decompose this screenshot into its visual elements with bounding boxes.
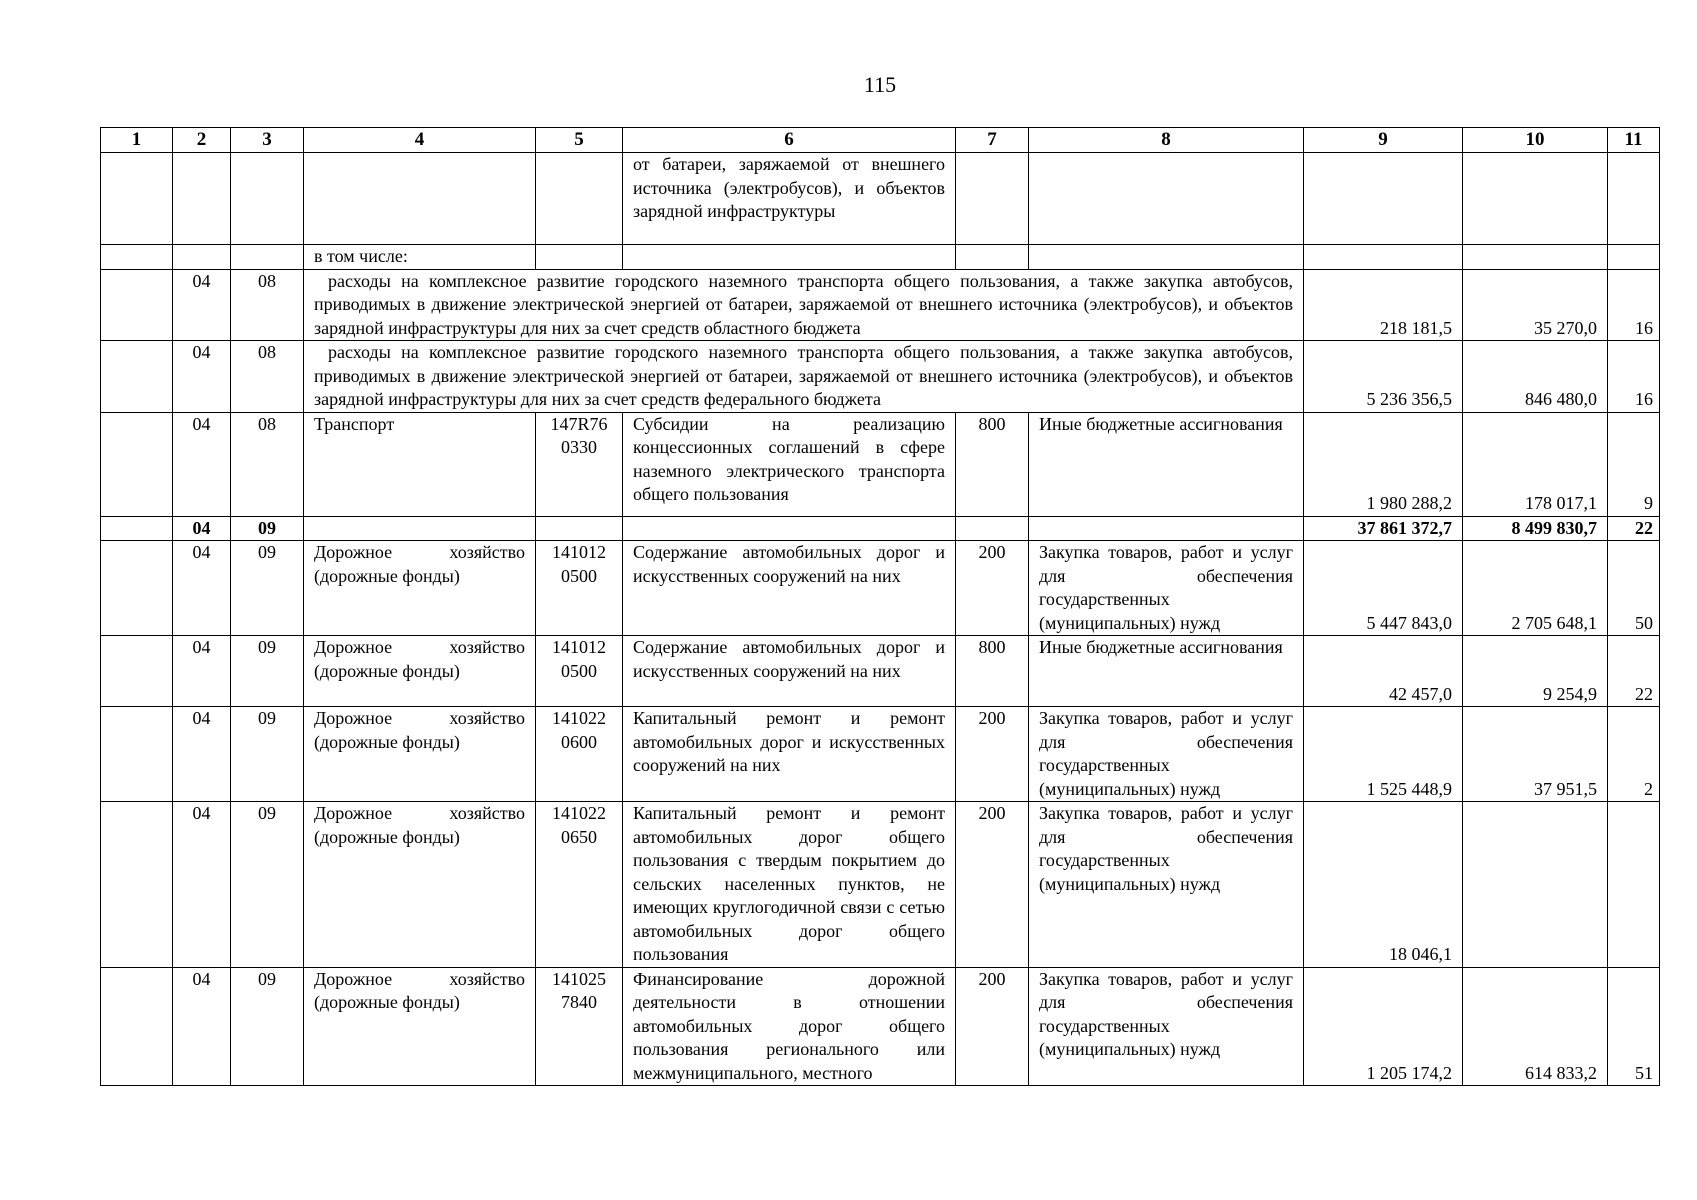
- merged-description: [304, 341, 1304, 413]
- cell-col9: 5 447 843,0: [1304, 541, 1463, 636]
- cell-col5: 141012 0500: [536, 541, 623, 636]
- cell-col2: 04: [173, 707, 231, 802]
- cell-col10: [1463, 245, 1608, 270]
- cell-col1: [101, 802, 173, 968]
- cell-col1: [101, 153, 173, 245]
- cell-col8: Закупка товаров, работ и услуг для обеспечения государственных (муниципальных) нужд: [1029, 967, 1304, 1086]
- cell-col5: 147R76 0330: [536, 412, 623, 516]
- column-header: 11: [1608, 128, 1660, 153]
- cell-col8: [1029, 153, 1304, 245]
- cell-col8: [1029, 245, 1304, 270]
- column-header: 7: [956, 128, 1029, 153]
- cell-col11: [1608, 245, 1660, 270]
- cell-col2: 04: [173, 541, 231, 636]
- table-row: [101, 541, 1660, 636]
- cell-col9: 1 525 448,9: [1304, 707, 1463, 802]
- cell-col8: Иные бюджетные ассигнования: [1029, 412, 1304, 516]
- cell-col6: от батареи, заряжаемой от внешнего источника (электробусов), и объектов зарядной инфраструктуры: [623, 153, 956, 245]
- cell-col6: Содержание автомобильных дорог и искусственных сооружений на них: [623, 541, 956, 636]
- cell-col9: [1304, 153, 1463, 245]
- cell-col2: 04: [173, 636, 231, 707]
- cell-col7: 200: [956, 707, 1029, 802]
- header-row: [101, 128, 1660, 153]
- cell-col5: [536, 516, 623, 541]
- cell-col11: [1608, 802, 1660, 968]
- cell-col10: 9 254,9: [1463, 636, 1608, 707]
- table-row: [101, 636, 1660, 707]
- cell-col11: 51: [1608, 967, 1660, 1086]
- table-row: [101, 707, 1660, 802]
- cell-col9: 218 181,5: [1304, 269, 1463, 341]
- cell-col10: 2 705 648,1: [1463, 541, 1608, 636]
- cell-col6: Финансирование дорожной деятельности в отношении автомобильных дорог общего пользования регионального или межмуниципального, местного: [623, 967, 956, 1086]
- cell-col5: [536, 153, 623, 245]
- column-header: 1: [101, 128, 173, 153]
- cell-col8: Иные бюджетные ассигнования: [1029, 636, 1304, 707]
- cell-col1: [101, 707, 173, 802]
- cell-col4: Дорожное хозяйство (дорожные фонды): [304, 541, 536, 636]
- cell-col6: Капитальный ремонт и ремонт автомобильных дорог и искусственных сооружений на них: [623, 707, 956, 802]
- cell-col10: 35 270,0: [1463, 269, 1608, 341]
- merged-description: [304, 269, 1304, 341]
- cell-col3: 08: [231, 269, 304, 341]
- table-row: [101, 802, 1660, 968]
- cell-col11: 22: [1608, 516, 1660, 541]
- cell-col5: 141022 0650: [536, 802, 623, 968]
- cell-col10: [1463, 153, 1608, 245]
- cell-col4: в том числе:: [304, 245, 536, 270]
- table-row: [101, 412, 1660, 516]
- column-header: 9: [1304, 128, 1463, 153]
- cell-col1: [101, 412, 173, 516]
- cell-col2: 04: [173, 802, 231, 968]
- cell-col3: 09: [231, 516, 304, 541]
- cell-col8: Закупка товаров, работ и услуг для обеспечения государственных (муниципальных) нужд: [1029, 707, 1304, 802]
- column-header: 4: [304, 128, 536, 153]
- cell-col4: Дорожное хозяйство (дорожные фонды): [304, 707, 536, 802]
- cell-col9: 1 205 174,2: [1304, 967, 1463, 1086]
- cell-col11: [1608, 153, 1660, 245]
- cell-col9: 42 457,0: [1304, 636, 1463, 707]
- total-row: [101, 516, 1660, 541]
- cell-col9: 5 236 356,5: [1304, 341, 1463, 413]
- cell-col4: Дорожное хозяйство (дорожные фонды): [304, 967, 536, 1086]
- cell-col11: 9: [1608, 412, 1660, 516]
- merged-description-text: расходы на комплексное развитие городского наземного транспорта общего пользования, а также закупка автобусов, приводимых в движение электрической энергией от батареи, заряжаемой от внешнего источника (электробусов), и объектов зарядной инфраструктуры для них за счет средств областного бюджета: [314, 270, 1293, 338]
- cell-col7: [956, 245, 1029, 270]
- cell-col4: [304, 516, 536, 541]
- cell-col7: 800: [956, 412, 1029, 516]
- cell-col10: 178 017,1: [1463, 412, 1608, 516]
- table-body: [101, 128, 1660, 1086]
- cell-col2: 04: [173, 516, 231, 541]
- page-number: 115: [863, 72, 897, 97]
- cell-col3: 09: [231, 636, 304, 707]
- column-header: 10: [1463, 128, 1608, 153]
- cell-col5: 141025 7840: [536, 967, 623, 1086]
- merged-description-text: расходы на комплексное развитие городского наземного транспорта общего пользования, а также закупка автобусов, приводимых в движение электрической энергией от батареи, заряжаемой от внешнего источника (электробусов), и объектов зарядной инфраструктуры для них за счет средств федерального бюджета: [314, 342, 1293, 409]
- cell-col6: [623, 516, 956, 541]
- cell-col9: 1 980 288,2: [1304, 412, 1463, 516]
- column-header: 8: [1029, 128, 1304, 153]
- cell-col11: 22: [1608, 636, 1660, 707]
- cell-col10: 614 833,2: [1463, 967, 1608, 1086]
- column-header: 2: [173, 128, 231, 153]
- cell-col3: 09: [231, 802, 304, 968]
- cell-col3: 09: [231, 967, 304, 1086]
- cell-col8: Закупка товаров, работ и услуг для обеспечения государственных (муниципальных) нужд: [1029, 541, 1304, 636]
- budget-table: [100, 127, 1660, 1086]
- cell-col6: Содержание автомобильных дорог и искусственных сооружений на них: [623, 636, 956, 707]
- cell-col7: 800: [956, 636, 1029, 707]
- cell-col9: [1304, 245, 1463, 270]
- cell-col3: 08: [231, 412, 304, 516]
- cell-col4: Дорожное хозяйство (дорожные фонды): [304, 802, 536, 968]
- cell-col10: [1463, 802, 1608, 968]
- cell-col10: 8 499 830,7: [1463, 516, 1608, 541]
- cell-col5: 141022 0600: [536, 707, 623, 802]
- column-header: 6: [623, 128, 956, 153]
- cell-col2: [173, 245, 231, 270]
- cell-col7: [956, 516, 1029, 541]
- table-row: [101, 245, 1660, 270]
- column-header: 5: [536, 128, 623, 153]
- cell-col3: 09: [231, 541, 304, 636]
- cell-col3: [231, 245, 304, 270]
- cell-col1: [101, 541, 173, 636]
- table-row: [101, 153, 1660, 245]
- cell-col6: Субсидии на реализацию концессионных соглашений в сфере наземного электрического транспорта общего пользования: [623, 412, 956, 516]
- cell-col1: [101, 341, 173, 413]
- cell-col7: [956, 153, 1029, 245]
- cell-col1: [101, 967, 173, 1086]
- cell-col7: 200: [956, 802, 1029, 968]
- cell-col1: [101, 636, 173, 707]
- cell-col2: 04: [173, 412, 231, 516]
- cell-col7: 200: [956, 541, 1029, 636]
- cell-col2: 04: [173, 269, 231, 341]
- cell-col11: 16: [1608, 341, 1660, 413]
- cell-col8: Закупка товаров, работ и услуг для обеспечения государственных (муниципальных) нужд: [1029, 802, 1304, 968]
- cell-col5: 141012 0500: [536, 636, 623, 707]
- cell-col2: [173, 153, 231, 245]
- table-row: [101, 341, 1660, 413]
- cell-col10: 846 480,0: [1463, 341, 1608, 413]
- cell-col5: [536, 245, 623, 270]
- cell-col7: 200: [956, 967, 1029, 1086]
- cell-col4: [304, 153, 536, 245]
- cell-col6: [623, 245, 956, 270]
- cell-col10: 37 951,5: [1463, 707, 1608, 802]
- cell-col11: 2: [1608, 707, 1660, 802]
- cell-col4: Дорожное хозяйство (дорожные фонды): [304, 636, 536, 707]
- cell-col1: [101, 245, 173, 270]
- cell-col2: 04: [173, 341, 231, 413]
- table-row: [101, 269, 1660, 341]
- cell-col6: Капитальный ремонт и ремонт автомобильных дорог общего пользования с твердым покрытием до сельских населенных пунктов, не имеющих круглогодичной связи с сетью автомобильных дорог общего пользования: [623, 802, 956, 968]
- cell-col1: [101, 516, 173, 541]
- cell-col2: 04: [173, 967, 231, 1086]
- cell-col11: 16: [1608, 269, 1660, 341]
- cell-col4: Транспорт: [304, 412, 536, 516]
- cell-col9: 37 861 372,7: [1304, 516, 1463, 541]
- cell-col3: 09: [231, 707, 304, 802]
- column-header: 3: [231, 128, 304, 153]
- cell-col11: 50: [1608, 541, 1660, 636]
- cell-col3: [231, 153, 304, 245]
- cell-col3: 08: [231, 341, 304, 413]
- table-row: [101, 967, 1660, 1086]
- cell-col1: [101, 269, 173, 341]
- cell-col9: 18 046,1: [1304, 802, 1463, 968]
- cell-col8: [1029, 516, 1304, 541]
